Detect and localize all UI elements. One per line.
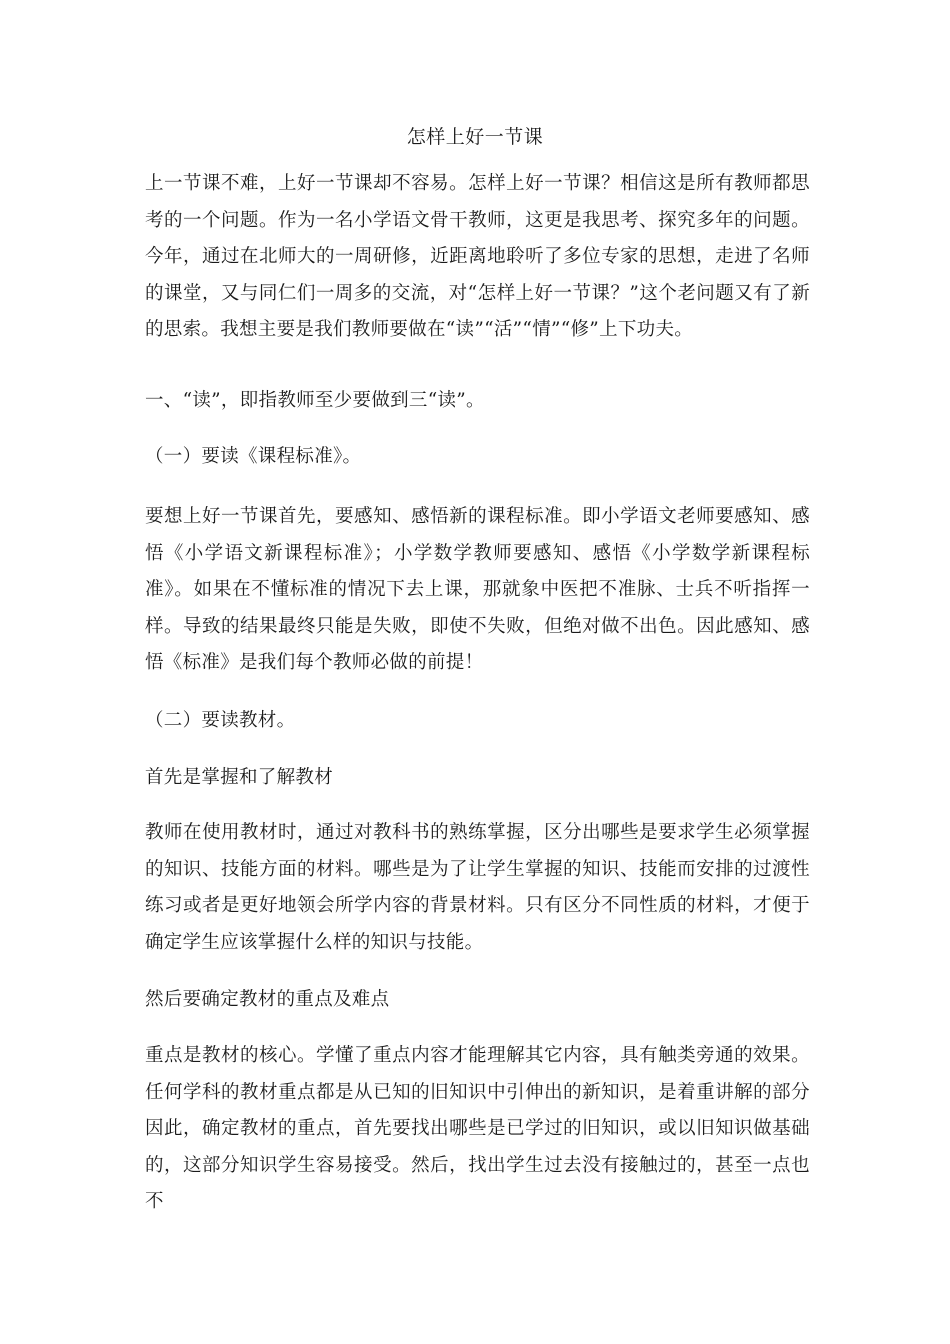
subheading-master-textbook: 首先是掌握和了解教材 — [145, 767, 334, 788]
paragraph-intro: 上一节课不难，上好一节课却不容易。怎样上好一节课？相信这是所有教师都思考的一个问题。作为一名小学语文骨干教师，这更是我思考、探究多年的问题。今年，通过在北师大的一周研修，近距离地聆听了多位专家的思想，走进了名师的课堂，又与同仁们一周多的交流，对“怎样上好一节课？”这个老问题又有了新的思索。我想主要是我们教师要做在“读”“活”“情”“修”上下功夫。 — [145, 173, 810, 340]
subsection-heading-standards: （一）要读《课程标准》。 — [145, 446, 362, 467]
document-title: 怎样上好一节课 — [406, 126, 544, 148]
paragraph-master-textbook: 教师在使用教材时，通过对教科书的熟练掌握，区分出哪些是要求学生必须掌握的知识、技能方面的材料。哪些是为了让学生掌握的知识、技能而安排的过渡性练习或者是更好地领会所学内容的背景材料。只有区分不同性质的材料，才便于确定学生应该掌握什么样的知识与技能。 — [145, 822, 810, 953]
section-heading-read: 一、“读”，即指教师至少要做到三“读”。 — [145, 390, 485, 411]
subheading-focus-difficulty: 然后要确定教材的重点及难点 — [145, 989, 390, 1010]
subsection-heading-textbook: （二）要读教材。 — [145, 710, 296, 731]
paragraph-focus-difficulty: 重点是教材的核心。学懂了重点内容才能理解其它内容，具有触类旁通的效果。任何学科的教材重点都是从已知的旧知识中引伸出的新知识，是着重讲解的部分因此，确定教材的重点，首先要找出哪些是已学过的旧知识，或以旧知识做基础的，这部分知识学生容易接受。然后，找出学生过去没有接触过的，甚至一点也不 — [145, 1045, 810, 1212]
paragraph-standards: 要想上好一节课首先，要感知、感悟新的课程标准。即小学语文老师要感知、感悟《小学语文新课程标准》；小学数学教师要感知、感悟《小学数学新课程标准》。如果在不懂标准的情况下去上课，那就象中医把不准脉、士兵不听指挥一样。导致的结果最终只能是失败，即使不失败，但绝对做不出色。因此感知、感悟《标准》是我们每个教师必做的前提！ — [145, 506, 810, 673]
